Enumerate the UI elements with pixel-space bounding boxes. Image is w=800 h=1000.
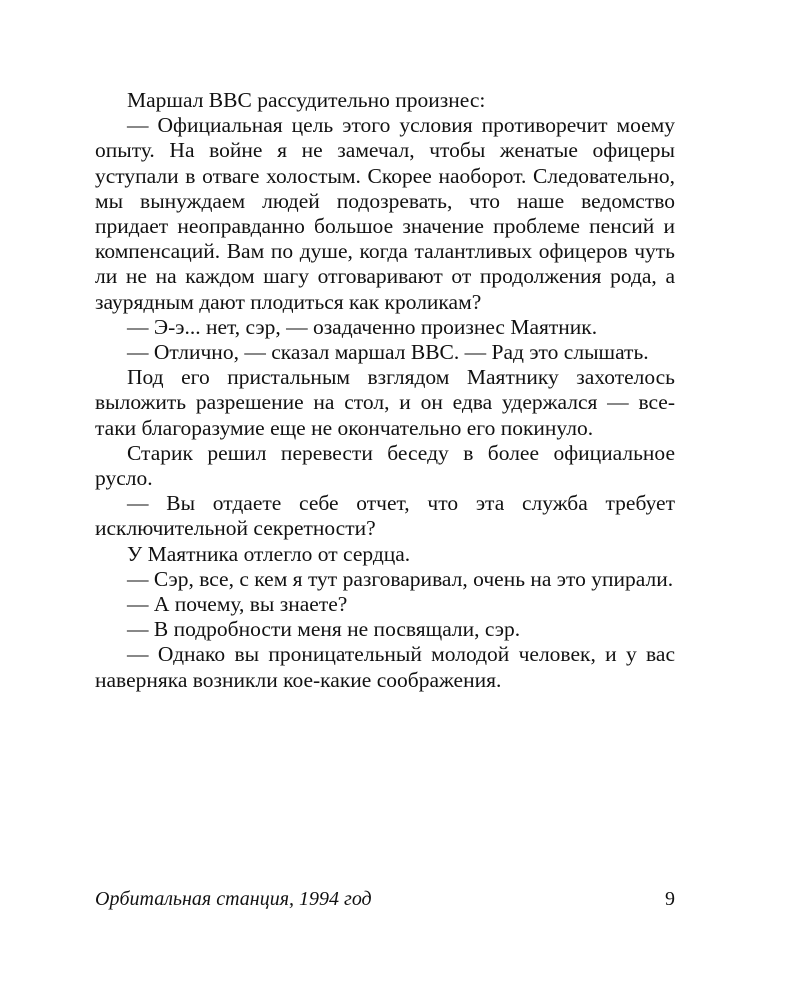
- paragraph: Старик решил перевести беседу в более официальное русло.: [95, 440, 675, 491]
- paragraph: — Официальная цель этого условия противоречит моему опыту. На войне я не замечал, чтобы женатые офицеры уступали в отваге холостым. Скорее наоборот. Следовательно, мы вынуждаем людей подозревать, что наше ведомство придает неоправданно большое значение проблеме пенсий и компенсаций. Вам по душе, когда талантливых офицеров чуть ли не на каждом шагу отговаривают от продолжения рода, а заурядным дают плодиться как кроликам?: [95, 113, 675, 314]
- paragraph: — Отлично, — сказал маршал ВВС. — Рад это слышать.: [127, 340, 649, 365]
- running-title: Орбитальная станция, 1994 год: [95, 888, 372, 910]
- paragraph: Маршал ВВС рассудительно произнес:: [127, 88, 486, 112]
- paragraph: — Сэр, все, с кем я тут разговаривал, очень на это упирали.: [127, 566, 674, 591]
- page-number: 9: [665, 888, 675, 910]
- paragraph: — А почему, вы знаете?: [127, 592, 348, 617]
- page-footer: [95, 888, 675, 911]
- paragraph: Под его пристальным взглядом Маятнику захотелось выложить разрешение на стол, и он едва удержался — все-таки благоразумие еще не окончательно его покинуло.: [95, 365, 675, 440]
- paragraph: У Маятника отлегло от сердца.: [127, 541, 411, 566]
- paragraph: — Вы отдаете себе отчет, что эта служба требует исключительной секретности?: [95, 491, 675, 541]
- paragraph: — В подробности меня не посвящали, сэр.: [127, 617, 521, 642]
- page-body: [95, 88, 675, 693]
- paragraph: — Однако вы проницательный молодой человек, и у вас наверняка возникли кое-какие соображения.: [95, 642, 675, 692]
- paragraph: — Э-э... нет, сэр, — озадаченно произнес Маятник.: [127, 314, 598, 339]
